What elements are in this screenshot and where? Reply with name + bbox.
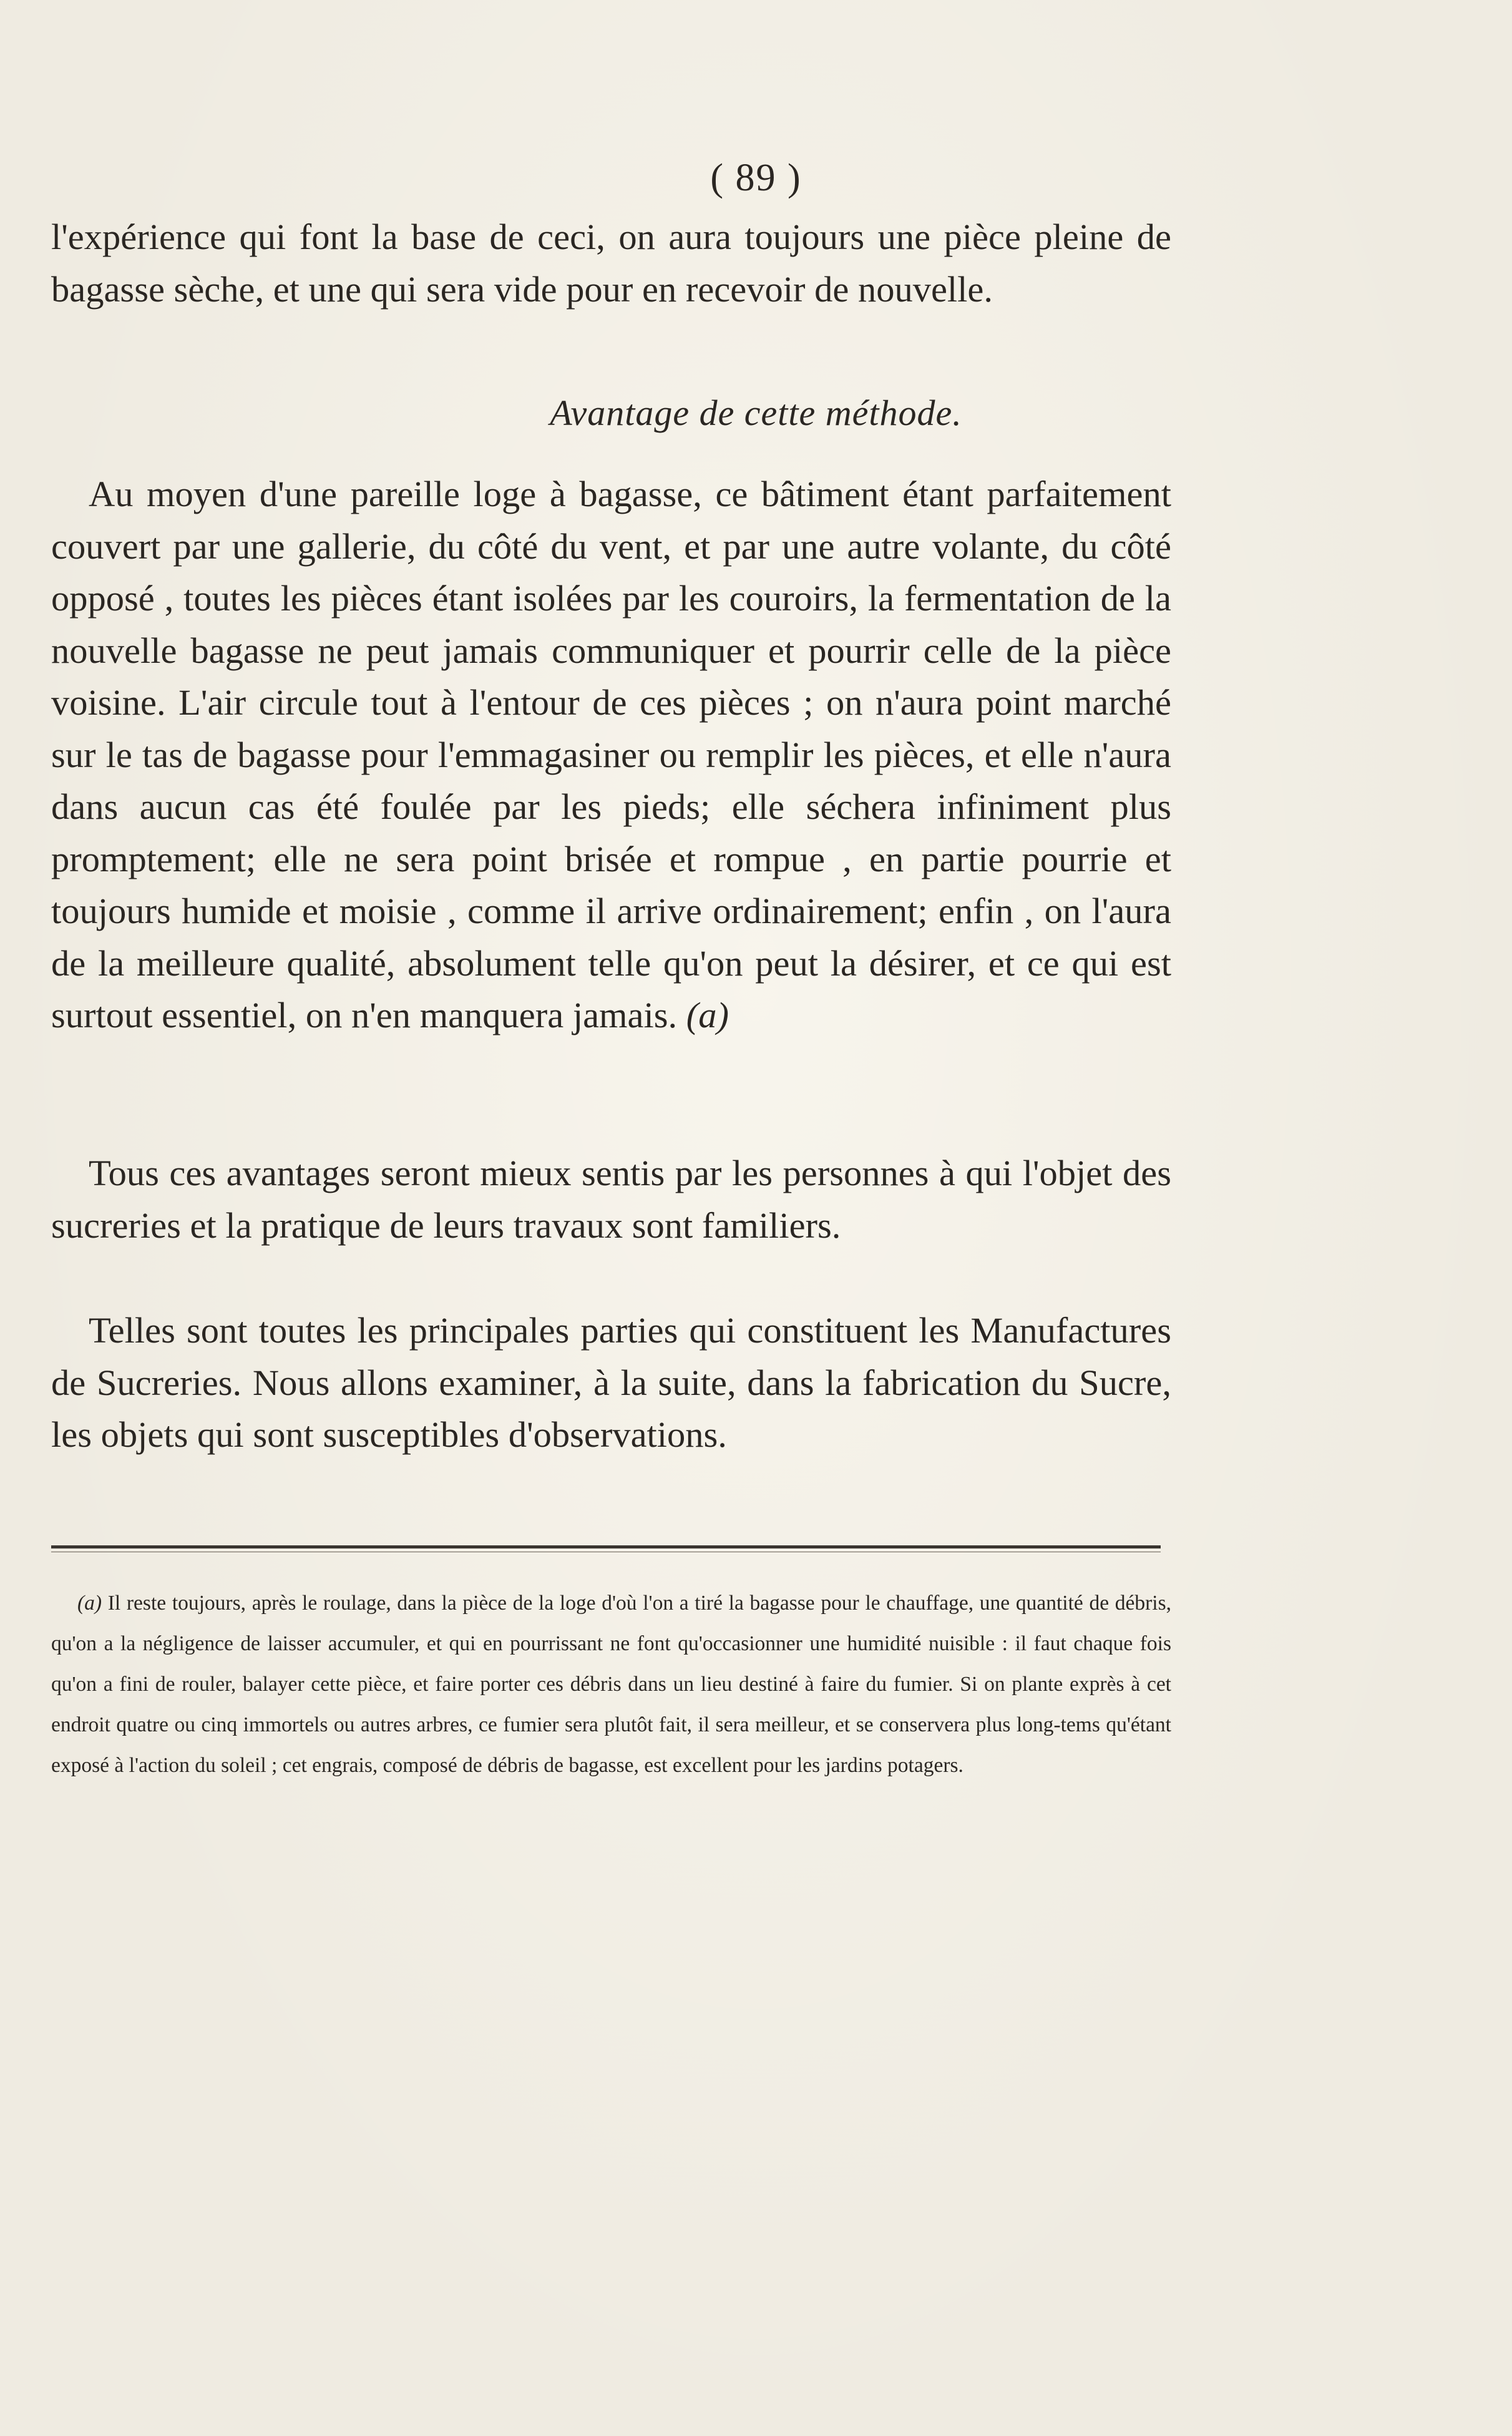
- footnote: [51, 1583, 1171, 1786]
- page-number: ( 89 ): [710, 157, 802, 199]
- paragraph-conclusion: [51, 1304, 1171, 1461]
- footnote-divider: [51, 1545, 1161, 1548]
- paragraph-advantages: [51, 468, 1171, 1042]
- section-title: Avantage de cette méthode.: [550, 393, 962, 433]
- paragraph-3-text: Telles sont toutes les principales parties qui constituent les Manufactures de Sucreries. Nous allons examiner, à la suite, dans la fabrication du Sucre, les objets qui sont susceptibles d'observations.: [51, 1310, 1171, 1455]
- paragraph-sentiment: [51, 1147, 1171, 1251]
- paragraph-advantages-text: [51, 468, 1171, 1042]
- footnote-reference: (a): [686, 995, 729, 1035]
- paragraph-2-text: Tous ces avantages seront mieux sentis par les personnes à qui l'objet des sucreries et la pratique de leurs travaux sont familiers.: [51, 1153, 1171, 1246]
- paragraph-1-text: Au moyen d'une pareille loge à bagasse, ce bâtiment étant parfaitement couvert par une gallerie, du côté du vent, et par une autre volante, du côté opposé , toutes les pièces étant isolées par les couroirs, la fermentation de la nouvelle bagasse ne peut jamais communiquer et pourrir celle de la pièce voisine. L'air circule tout à l'entour de ces pièces ; on n'aura point marché sur le tas de bagasse pour l'emmagasiner ou remplir les pièces, et elle n'aura dans aucun cas été foulée par les pieds; elle séchera infiniment plus promptement; elle ne sera point brisée et rompue , en partie pourrie et toujours humide et moisie , comme il arrive ordinairement; enfin , on l'aura de la meilleure qualité, absolument telle qu'on peut la désirer, et ce qui est surtout essentiel, on n'en manquera jamais.: [51, 474, 1171, 1035]
- footnote-marker: (a): [77, 1592, 102, 1615]
- footnote-text: Il reste toujours, après le roulage, dans la pièce de la loge d'où l'on a tiré la bagasse pour le chauffage, une quantité de débris, qu'on a la négligence de laisser accumuler, et qui en pourrissant ne font qu'occasionner une humidité nuisible : il faut chaque fois qu'on a fini de rouler, balayer cette pièce, et faire porter ces débris dans un lieu destiné à faire du fumier. Si on plante exprès à cet endroit quatre ou cinq immortels ou autres arbres, ce fumier sera plutôt fait, il sera meilleur, et se conservera plus long-tems qu'étant exposé à l'action du soleil ; cet engrais, composé de débris de bagasse, est excellent pour les jardins potagers.: [51, 1592, 1171, 1777]
- continuation-text: l'expérience qui font la base de ceci, on aura toujours une pièce pleine de bagasse sèche, et une qui sera vide pour en recevoir de nouvelle.: [51, 217, 1171, 310]
- continuation-paragraph: [51, 211, 1171, 315]
